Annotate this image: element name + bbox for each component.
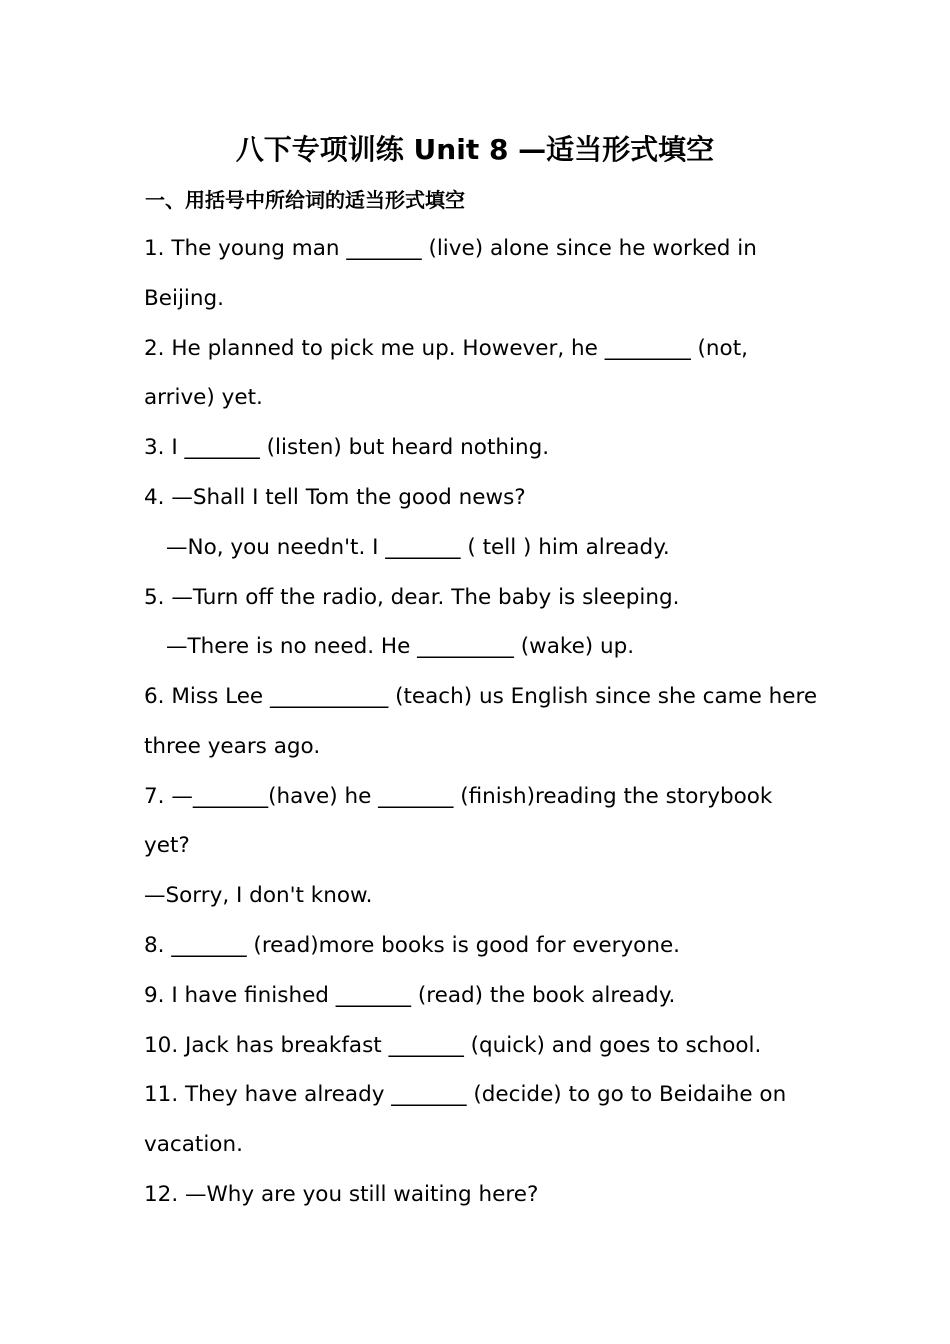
question-10-line: 10. Jack has breakfast _______ (quick) and goes to school. [144,1033,762,1058]
question-9-line: 9. I have finished _______ (read) the book already. [144,983,676,1008]
section-heading: 一、用括号中所给词的适当形式填空 [145,188,465,212]
question-5-reply: —There is no need. He _________ (wake) up. [166,634,635,659]
question-4-prompt: 4. —Shall I tell Tom the good news? [144,485,526,510]
question-7-line-1: 7. —_______(have) he _______ (finish)reading the storybook [144,784,773,809]
question-2-line-1: 2. He planned to pick me up. However, he ________ (not, [144,336,748,361]
question-12-line: 12. —Why are you still waiting here? [144,1182,539,1207]
question-6-line-2: three years ago. [144,734,321,759]
question-2-line-2: arrive) yet. [144,385,263,410]
question-7-line-2: yet? [144,833,190,858]
question-8-line: 8. _______ (read)more books is good for everyone. [144,933,681,958]
question-7-reply: —Sorry, I don't know. [144,883,373,908]
page-title: 八下专项训练 Unit 8 —适当形式填空 [235,133,715,166]
question-6-line-1: 6. Miss Lee ___________ (teach) us English since she came here [144,684,818,709]
question-5-prompt: 5. —Turn off the radio, dear. The baby is sleeping. [144,585,680,610]
question-1-line-1: 1. The young man _______ (live) alone since he worked in [144,236,757,261]
question-11-line-1: 11. They have already _______ (decide) to go to Beidaihe on [144,1082,787,1107]
question-3-line: 3. I _______ (listen) but heard nothing. [144,435,550,460]
question-4-reply: —No, you needn't. I _______ ( tell ) him already. [166,535,670,560]
question-11-line-2: vacation. [144,1132,243,1157]
question-1-line-2: Beijing. [144,286,225,311]
